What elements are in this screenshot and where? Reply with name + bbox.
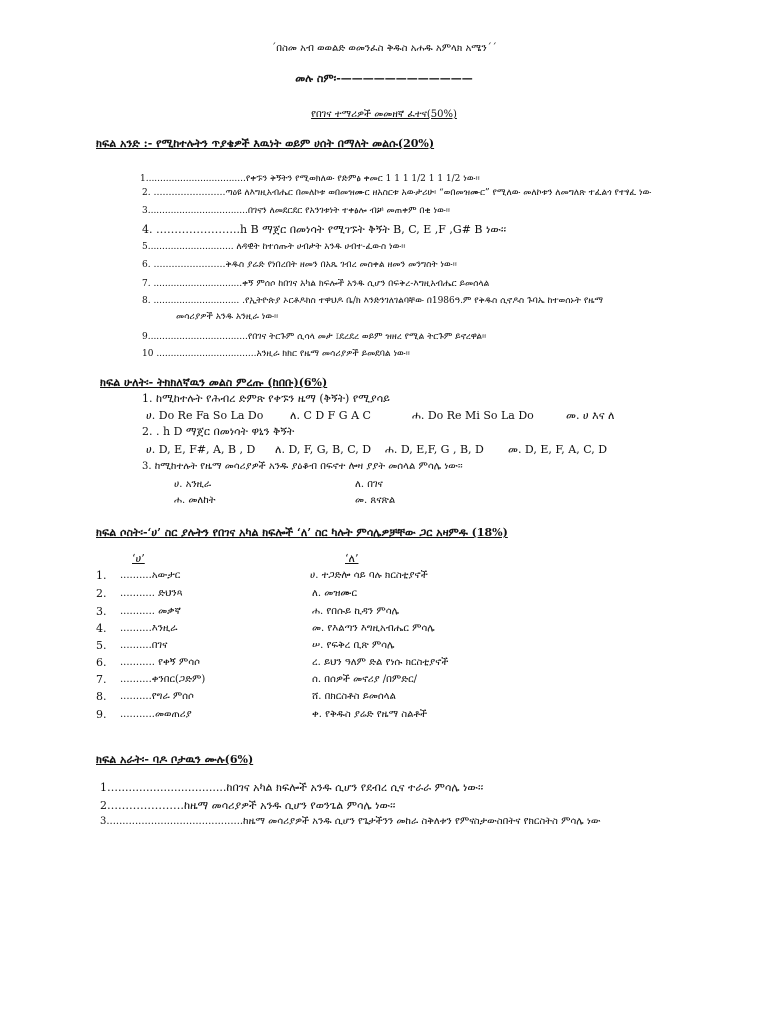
part3-row-a: ........... ድህንጻ [120, 588, 183, 599]
part4-heading: ክፍል አራት፡- ባዶ ቦታዉን ሙሉ(6%) [96, 753, 254, 766]
part3-col-a-header: ‘ሀ’ [132, 552, 145, 565]
exam-title: የበገና ተማሪዎች መመዘኛ ፈተና(50%) [311, 109, 457, 120]
part1-item: 5.............................. ለዳዊት ከተሰጡት ሀብታት አንዱ ሀብተ-ፈውስ ነው፡፡ [142, 242, 406, 252]
part2-q2-option-b[interactable]: ለ. D, F, G, B, C, D [275, 443, 372, 456]
part3-row-b: ሰ. በሰዎች መኖሪያ /በምድር/ [312, 674, 418, 685]
part1-item: 7. ...............................ቀኝ ምሰሶ ከበገና አካል ክፍሎች አንዱ ሲሆን በፍቅረ-እግዚአብሔር ይመሰላል [142, 279, 490, 289]
part4-item: 1…...............................ከበገና አካል ክፍሎች አንዱ ሲሆን የደብረ ሲና ተራራ ምሳሌ ነው፡፡ [100, 781, 484, 794]
part3-row-a: ..........ቀንበር(ጋድም) [120, 674, 206, 685]
part1-item: 9...................................የበገና ትርጉም ሲሳላ መታ ፤ደረደረ ወይም ዝዘረ የሚል ትርጉም ይኖረዋል፡፡ [142, 332, 487, 342]
part3-row-number: 9. [96, 708, 107, 721]
part3-row-a: ...........መወጠሪያ [120, 709, 192, 720]
part1-item: 1...................................የቀኙን ቅኝትን የሚወክለው የድምፅ ቀመር 1 1 1 1/2 1 1 1/2 ነው፡፡ [140, 174, 480, 184]
part2-q1-text: 1. ከሚከተሉት የሕብረ ድምጽ የቀኙን ዜማ (ቅኝት) የሚያሳይ [142, 392, 390, 405]
part1-heading: ክፍል አንድ :- የሚከተሉትን ጥያቄዎች እዉነት ወይም ሀሰት በማለት መልሱ(20%) [96, 137, 435, 150]
part2-q3-option-c[interactable]: ሐ. መለከት [174, 495, 216, 506]
part2-q2-option-a[interactable]: ሀ. D, E, F#, A, B , D [146, 443, 256, 456]
part3-row-number: 7. [96, 673, 107, 686]
part3-row-a: ..........የግራ ምሰሶ [120, 691, 194, 702]
part3-row-a: ..........አውታር [120, 570, 181, 581]
part1-item: 8. .............................. .የኢትዮጵያ ኦርቶዶክስ ተዋህዶ ቤ/ክ እንድንገለገልባቸው በ1986ዓ.ም የቅዱስ ሲኖዶስ ጉባኤ ከተወሰኑት የዜማ [142, 296, 603, 306]
part3-row-a: ..........በገና [120, 640, 168, 651]
part3-row-number: 2. [96, 587, 107, 600]
part3-row-number: 6. [96, 656, 107, 669]
part2-q2-text: 2. . h D ማጀር በመነሳት ዋኒን ቅኝት [142, 425, 295, 438]
name-field-label: መሉ ስም፡-———————————— [295, 72, 473, 85]
part2-q3-text: 3. ከሚከተሉት የዜማ መሳሪያዎች አንዱ ያዕቆብ በፍኖተ ሎዛ ያያት መሰላል ምሳሌ ነው፡፡ [142, 461, 463, 472]
part3-row-b: ሀ. ተጋድሎ ሳይ ባሉ ክርስቲያኖች [310, 570, 428, 581]
part3-col-b-header: ‘ለ’ [345, 552, 359, 565]
part3-row-a: ..........እንዚራ [120, 623, 178, 634]
part4-item: 2…………………ከዜማ መሳሪያዎች አንዱ ሲሆን የወንጌል ምሳሌ ነው፡፡ [100, 799, 396, 812]
part3-row-b: ለ. መዝሙር [312, 588, 358, 599]
part2-q1-option-c[interactable]: ሐ. Do Re Mi So La Do [412, 409, 534, 422]
part4-item: 3...........................................ከዜማ መሳሪያዎች አንዱ ሲሆን የጌታችንን መከራ ስቅለቱን የምናስታውስበትና የክርስትስ ምሳሌ ነው [100, 816, 601, 827]
part3-row-number: 4. [96, 622, 107, 635]
part1-item: 3...................................በገናን ለመደርደር የአንገቱነት ተቀፅሎ ብቻ መጠቀም በቂ ነው፡፡ [142, 206, 450, 216]
part3-heading: ክፍል ሶስት፡-‘ሀ’ ስር ያሉትን የበገና አካል ክፍሎች ‘ለ’ ስር ካሉት ምሳሌዎቻቸው ጋር አዛምዱ (18%) [96, 526, 508, 539]
part1-item: 2. ……………………ጣዕዩ ለእግዚአብሔር በመለኮቱ ወበመዝሙር ዘአስርቱ አውታሪሁ፡ “ወበመዝሙር” የሚለው መለኮቱን ለመግለጽ ተፈልጎ የተፃፈ ነው [142, 188, 652, 198]
part2-q3-option-a[interactable]: ሀ. አንዚራ [174, 479, 212, 490]
part3-row-number: 1. [96, 569, 107, 582]
part3-row-b: ሐ. የበሱይ ኪዳን ምሳሌ [312, 606, 399, 617]
part2-heading: ክፍል ሁለት፡- ትክክለኛዉን መልስ ምረጡ (ከበቡ)(6%) [100, 376, 328, 389]
part2-q1-option-b[interactable]: ለ. C D F G A C [290, 409, 371, 422]
part3-row-b: ሠ. የፍቅረ ቢጽ ምሳሌ [312, 640, 395, 651]
part2-q2-option-c[interactable]: ሐ. D, E,F, G , B, D [385, 443, 484, 456]
part2-q3-option-b[interactable]: ለ. በገና [355, 479, 383, 490]
part3-row-a: ........... መቃኛ [120, 606, 181, 617]
part1-item-continuation: መሳሪያዎች አንዱ አንዚራ ነው፡፡ [176, 312, 279, 322]
part1-item: 4. …………………..h B ማጀር በመነሳት የሚገኙት ቅኝት B, C, E ,F ,G# B ነው፡፡ [142, 223, 507, 236]
part3-row-b: ሸ. በክርስቶስ ይመሰላል [312, 691, 396, 702]
part2-q1-option-d[interactable]: መ. ሀ እና ለ [566, 409, 615, 422]
part3-row-b: ረ. ይህን ዓለም ድል የነሱ ክርስቲያኖች [312, 657, 449, 668]
part3-row-number: 5. [96, 639, 107, 652]
part3-row-number: 3. [96, 605, 107, 618]
part3-row-b: ቀ. የቅዱስ ያሬድ የዜማ ስልቶች [312, 709, 428, 720]
part1-item: 6. ……………………ቅዱስ ያሬድ የነበረበት ዘመን በአጼ ገብረ መስቀል ዘመን መንግስት ነው፡፡ [142, 260, 457, 270]
part2-q3-option-d[interactable]: መ. ጸናጽል [355, 495, 396, 506]
part3-row-b: መ. የእልጣን እግዚአብሔር ምሳሌ [312, 623, 435, 634]
part2-q1-option-a[interactable]: ሀ. Do Re Fa So La Do [146, 409, 264, 422]
invocation-line: ´በስመ አብ ወወልድ ወመንፈስ ቅዱስ አሐዱ አምላክ አሜን´´ [271, 43, 497, 54]
part1-item: 10 ...................................አንዚራ ክክር የዜማ መሳሪያዎች ይመደባል ነው፡፡ [142, 349, 410, 359]
part3-row-a: ........... የቀኝ ምሳሶ [120, 657, 200, 668]
part2-q2-option-d[interactable]: መ. D, E, F, A, C, D [508, 443, 608, 456]
part3-row-number: 8. [96, 690, 107, 703]
